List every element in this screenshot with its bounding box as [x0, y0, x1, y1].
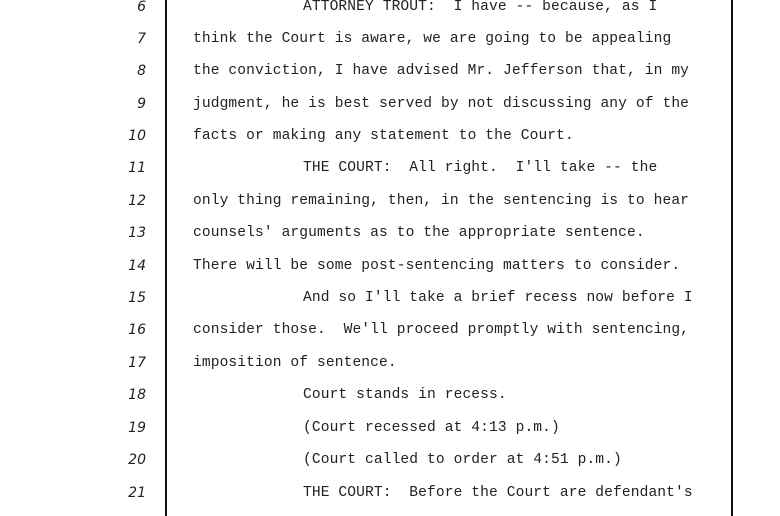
line-number: 15 — [128, 290, 146, 306]
transcript-line — [0, 256, 780, 288]
transcript-line — [0, 158, 780, 190]
line-number: 17 — [128, 355, 146, 371]
line-number: 11 — [128, 160, 146, 176]
line-text: THE COURT: All right. I'll take -- the — [303, 160, 658, 176]
line-number: 18 — [128, 387, 146, 403]
transcript-line — [0, 288, 780, 320]
line-number: 13 — [128, 225, 146, 241]
transcript-line — [0, 94, 780, 126]
line-number: 16 — [128, 322, 146, 338]
line-text: (Court called to order at 4:51 p.m.) — [303, 452, 622, 468]
line-text: ATTORNEY TROUT: I have -- because, as I — [303, 0, 658, 15]
transcript-line — [0, 320, 780, 352]
line-text: the conviction, I have advised Mr. Jefferson that, in my — [193, 63, 690, 79]
transcript-line — [0, 385, 780, 417]
line-text: facts or making any statement to the Court. — [193, 128, 574, 144]
transcript-line — [0, 483, 780, 515]
line-text: consider those. We'll proceed promptly with sentencing, — [193, 322, 690, 338]
line-text: There will be some post-sentencing matters to consider. — [193, 258, 681, 274]
transcript-line — [0, 126, 780, 158]
line-number: 21 — [128, 485, 146, 501]
line-number: 9 — [137, 96, 146, 112]
line-text: think the Court is aware, we are going to be appealing — [193, 31, 672, 47]
transcript-line — [0, 418, 780, 450]
line-text: counsels' arguments as to the appropriate sentence. — [193, 225, 645, 241]
line-text: THE COURT: Before the Court are defendant's — [303, 485, 693, 501]
transcript-line — [0, 29, 780, 61]
line-text: (Court recessed at 4:13 p.m.) — [303, 420, 560, 436]
line-text: And so I'll take a brief recess now before I — [303, 290, 693, 306]
line-number: 8 — [137, 63, 146, 79]
line-number: 19 — [128, 420, 146, 436]
transcript-line — [0, 61, 780, 93]
line-number: 12 — [128, 193, 146, 209]
line-number: 10 — [128, 128, 146, 144]
line-text: imposition of sentence. — [193, 355, 397, 371]
line-text: only thing remaining, then, in the sentencing is to hear — [193, 193, 690, 209]
transcript-line — [0, 223, 780, 255]
transcript-line — [0, 191, 780, 223]
line-text: Court stands in recess. — [303, 387, 507, 403]
line-number: 20 — [128, 452, 146, 468]
transcript-line — [0, 450, 780, 482]
line-text: judgment, he is best served by not discussing any of the — [193, 96, 690, 112]
line-number: 14 — [128, 258, 146, 274]
transcript-line — [0, 0, 780, 29]
transcript-line — [0, 353, 780, 385]
line-number: 6 — [137, 0, 146, 15]
line-number: 7 — [137, 31, 146, 47]
